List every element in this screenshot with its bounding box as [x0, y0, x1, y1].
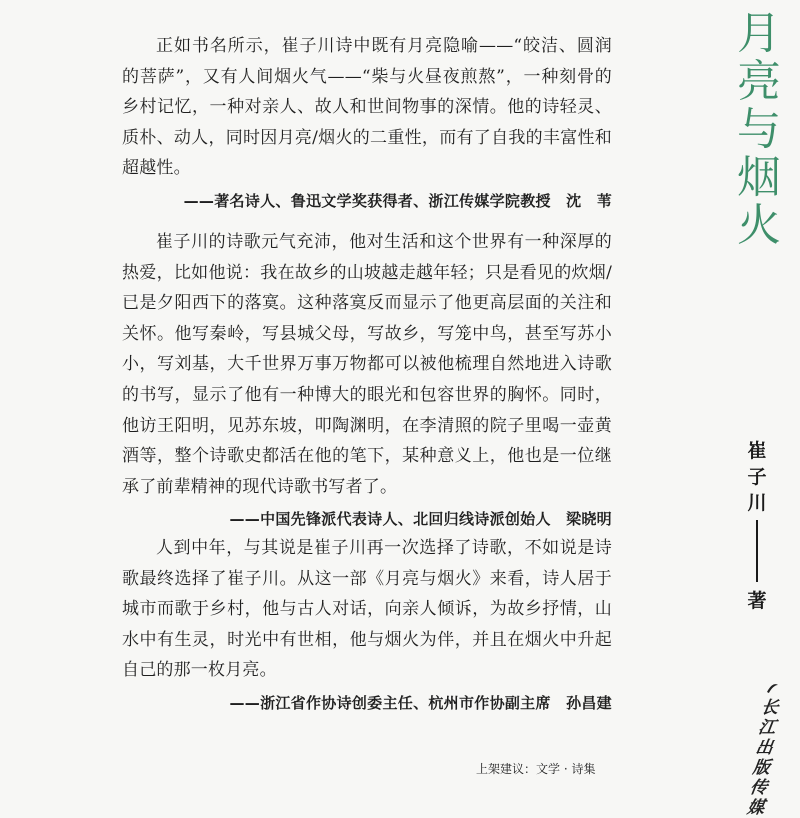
publisher-swoosh-icon — [763, 680, 781, 696]
publisher-char: 江 — [757, 718, 777, 738]
shelving-suggestion: 上架建议：文学 · 诗集 — [476, 762, 596, 776]
author-divider — [756, 520, 758, 582]
author-name-char: 崔 — [747, 440, 767, 462]
book-title-vertical — [733, 10, 785, 250]
review-text: 正如书名所示，崔子川诗中既有月亮隐喻——“皎洁、圆润的菩萨”，又有人间烟火气——“柴与火昼夜煎熬”，一种刻骨的乡村记忆，一种对亲人、故人和世间物事的深情。他的诗轻灵、质朴、动人，同时因月亮/烟火的二重性，而有了自我的丰富性和超越性。 — [122, 36, 612, 179]
review — [122, 533, 612, 714]
review-text: 人到中年，与其说是崔子川再一次选择了诗歌，不如说是诗歌最终选择了崔子川。从这一部《月亮与烟火》来看，诗人居于城市而歌于乡村，他与古人对话，向亲人倾诉，为故乡抒情，山水中有生灵，时光中有世相，他与烟火为伴，并且在烟火中升起自己的那一枚月亮。 — [122, 538, 612, 681]
author-name-char: 川 — [747, 492, 767, 514]
author-vertical — [740, 438, 774, 614]
review-signature: ——浙江省作协诗创委主任、杭州市作协副主席 孙昌建 — [229, 693, 612, 712]
publisher-char: 版 — [751, 758, 772, 778]
publisher-char: 长 — [759, 698, 780, 718]
review-signature: ——中国先锋派代表诗人、北回归线诗派创始人 梁晓明 — [229, 510, 612, 529]
author-name-char: 子 — [747, 466, 767, 488]
review — [122, 227, 612, 530]
author-role: 著 — [747, 590, 767, 612]
title-char: 月 — [737, 8, 781, 59]
review — [122, 31, 612, 212]
publisher-logo — [742, 680, 785, 818]
title-char: 与 — [737, 104, 781, 155]
review-signature: ——著名诗人、鲁迅文学奖获得者、浙江传媒学院教授 沈 苇 — [183, 191, 612, 210]
publisher-char: 传 — [748, 778, 769, 798]
review-text: 崔子川的诗歌元气充沛，他对生活和这个世界有一种深厚的热爱，比如他说：我在故乡的山坡越走越年轻；只是看见的炊烟/已是夕阳西下的落寞。这种落寞反而显示了他更高层面的关注和关怀。他写秦岭，写县城父母，写故乡，写笼中鸟，甚至写苏小小，写刘基，大千世界万事万物都可以被他梳理自然地进入诗歌的书写，显示了他有一种博大的眼光和包容世界的胸怀。同时，他访王阳明，见苏东坡，叩陶渊明，在李清照的院子里喝一壶黄酒等，整个诗歌史都活在他的笔下，某种意义上，他也是一位继承了前辈精神的现代诗歌书写者了。 — [122, 232, 612, 497]
publisher-char: 出 — [754, 738, 775, 758]
title-char: 烟 — [737, 152, 781, 203]
publisher-char: 媒 — [745, 798, 766, 818]
title-char: 火 — [737, 200, 781, 251]
title-char: 亮 — [737, 56, 781, 107]
